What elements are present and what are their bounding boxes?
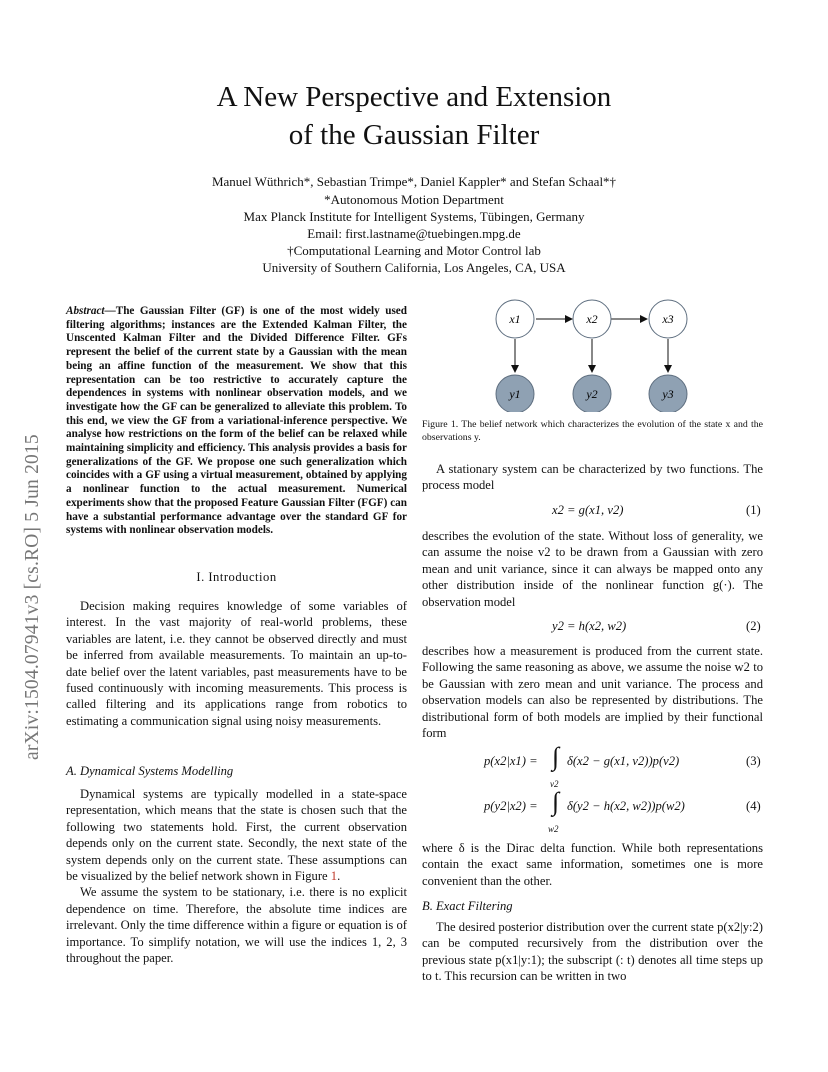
intro-text: Decision making requires knowledge of some variables of interest. In the vast majority of real-world problems, these variables are latent, i.e. they cannot be observed directly and must be inferred from available measurements. To maintain an up-to-date belief over the latent variables, past measurements have to be fused continuously with incoming measurements. This process is called filtering and its applications range from robotics to estimating a communication signal using noisy measurements. [66,599,407,728]
affiliation-university: University of Southern California, Los Angeles, CA, USA [262,260,566,275]
title-line-1: A New Perspective and Extension [216,81,612,113]
paragraph-a2: We assume the system to be stationary, i.e. there is no explicit dependence on time. Therefore, the absolute time indices are irrelevant. Only the time difference within a figure or equation is of importance. To simplify notation, we will use the indices 1, 2, 3 throughout the paper. [66,885,407,966]
paper-title [100,78,728,154]
right-paragraph-2 [422,528,763,610]
abstract [66,305,407,538]
author-names: Manuel Wüthrich*, Sebastian Trimpe*, Daniel Kappler* and Stefan Schaal*† [211,174,617,189]
equation-3-rhs: δ(x2 − g(x1, v2))p(v2) [567,754,680,768]
abstract-text: —The Gaussian Filter (GF) is one of the most widely used filtering algorithms; instances are the Extended Kalman Filter, the Unscented Kalman Filter and the Divided Difference Filter. GFs represent the belief of the current state by a Gaussian with the mean being an affine function of the measurement. We show that this representation can be too restrictive to accurately capture the dependences in systems with nonlinear observation models, and we investigate how the GF can be generalized to alleviate this problem. To this end, we view the GF from a variational-inference perspective. We analyse how restrictions on the form of the belief can be relaxed while maintaining simplicity and efficiency. This analysis provides a basis for generalizations of the GF. We propose one such generalization which coincides with a GF using a virtual measurement, obtained by applying a nonlinear function to the actual measurement. Numerical experiments show that the proposed Feature Gaussian Filter (FGF) can have a substantial performance advantage over the standard GF for systems with nonlinear observation models. [66,305,407,537]
label-x2: x2 [586,312,598,326]
section-heading-introduction: I. Introduction [196,570,277,584]
integral-sign-4: ∫ [552,787,560,816]
equation-3-subscript: v2 [550,779,559,789]
affiliation-1: *Autonomous Motion Department [324,192,504,207]
equation-2: y2 = h(x2, w2) [552,619,627,633]
subsection-heading-b: B. Exact Filtering [422,899,513,913]
figure-1-reference[interactable]: 1 [330,869,338,884]
equation-3-lhs: p(x2|x1) = [484,754,538,768]
equation-1: x2 = g(x1, v2) [552,503,624,517]
affiliation-institute: Max Planck Institute for Intelligent Systems, Tübingen, Germany [243,209,585,224]
process-model-description: describes the evolution of the state. Without loss of generality, we can assume the noise v2 to be drawn from a Gaussian with zero mean and unit variance, since it can always be mapped onto any other distribution inside of the nonlinear function g(·). The observation model [422,529,763,609]
right-paragraph-3 [422,643,763,741]
equation-1-number: (1) [746,503,761,517]
paragraph-a1: Dynamical systems are typically modelled in a state-space representation, which means that the state is chosen such that the following two statements hold. First, the current observation depends only on the current state. Secondly, the next state of the system depends only on the current state. These assumptions can be visualized by the belief network shown in Figure [66,787,407,884]
author-email: Email: first.lastname@tuebingen.mpg.de [307,226,521,241]
subsection-heading-a: A. Dynamical Systems Modelling [66,764,234,778]
equation-2-number: (2) [746,619,761,633]
affiliation-2: †Computational Learning and Motor Control lab [287,243,541,258]
integral-sign-3: ∫ [552,742,560,771]
figure-1-caption: Figure 1. The belief network which characterizes the evolution of the state x and the observations y. [422,419,763,443]
abstract-label: Abstract [66,305,105,317]
dynamical-systems-paragraphs: Dynamical systems are typically modelled in a state-space representation, which means that the state is chosen such that the following two statements hold. First, the current observation depends only on the current state. Secondly, the next state of the system depends only on the current state. These assumptions can be visualized by the belief network shown in Figure 1. We assume the system to be stationary, i.e. there is no explicit dependence on time. Therefore, the absolute time indices are irrelevant. Only the time difference within a figure or equation is of importance. To simplify notation, we will use the indices 1, 2, 3 throughout the paper. [66,787,407,966]
equation-4-number: (4) [746,799,761,813]
equation-4-rhs: δ(y2 − h(x2, w2))p(w2) [567,799,685,813]
label-y1: y1 [509,387,521,401]
right-paragraph-1 [422,461,763,494]
title-line-2: of the Gaussian Filter [288,119,540,151]
label-x3: x3 [662,312,674,326]
equation-3-number: (3) [746,754,761,768]
label-x1: x1 [509,312,521,326]
arxiv-identifier: arXiv:1504.07941v3 [cs.RO] 5 Jun 2015 [22,434,43,760]
intro-paragraph [66,598,407,729]
equation-4-subscript: w2 [548,824,559,834]
process-model-intro: A stationary system can be characterized by two functions. The process model [422,462,763,493]
right-paragraph-4 [422,840,763,889]
label-y3: y3 [662,387,674,401]
dirac-delta-paragraph: where δ is the Dirac delta function. While both representations contain the exact same information, sometimes one is more convenient than the other. [422,841,763,888]
belief-network-figure [480,294,720,412]
observation-model-description: describes how a measurement is produced from the current state. Following the same reasoning as above, we assume the noise w2 to be Gaussian with zero mean and unit variance. The process and observation models can also be represented by distributions. The distributional form of both models are implied by their functional form [422,644,763,741]
right-paragraph-5 [422,919,763,985]
equation-4-lhs: p(y2|x2) = [484,799,538,813]
label-y2: y2 [586,387,598,401]
exact-filtering-paragraph: The desired posterior distribution over the current state p(x2|y:2) can be computed recursively from the distribution over the previous state p(x1|y:1); the subscript (: t) denotes all time steps up to t. This recursion can be written in two [422,920,763,984]
